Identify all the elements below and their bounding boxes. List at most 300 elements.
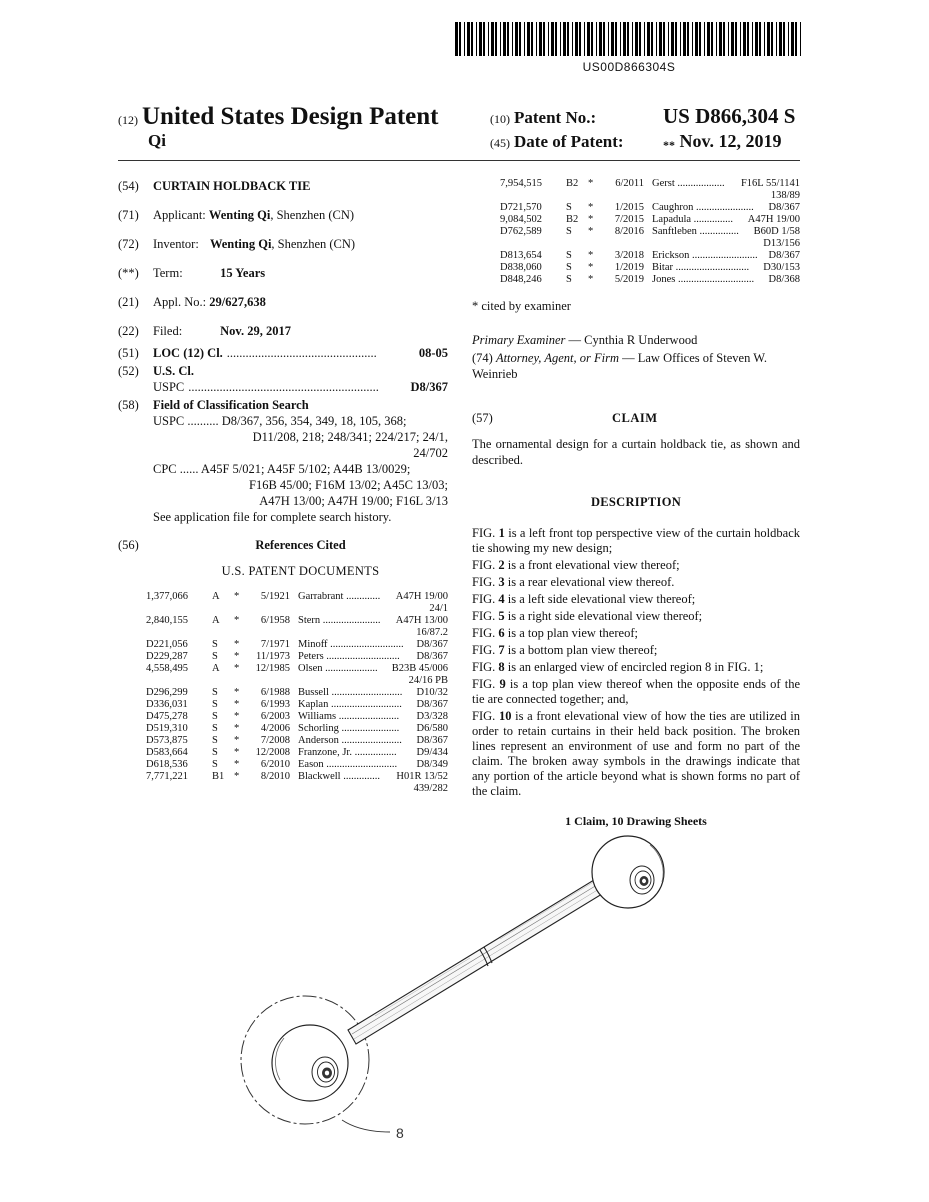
- reference-kind: S: [212, 759, 218, 770]
- description-part: 8: [498, 660, 505, 674]
- reference-row: [146, 747, 448, 759]
- reference-kind: S: [212, 639, 218, 650]
- left-column: [118, 178, 448, 795]
- reference-row: [146, 759, 448, 771]
- barcode-bar: [704, 22, 705, 56]
- right-ball: [592, 836, 664, 908]
- barcode: [455, 22, 803, 56]
- reference-name: Sanftleben ...............: [652, 226, 739, 237]
- reference-star: *: [588, 274, 594, 285]
- reference-class: D10/32: [416, 687, 448, 698]
- reference-kind: S: [566, 202, 572, 213]
- description-item: [472, 626, 800, 641]
- reference-class-cont: 24/1: [429, 603, 448, 614]
- leader-line: [342, 1120, 390, 1132]
- reference-date: 6/1993: [260, 699, 290, 710]
- appl-value: 29/627,638: [209, 295, 266, 309]
- description-item: [472, 660, 800, 675]
- description-part: FIG.: [472, 575, 499, 589]
- barcode-bar: [699, 22, 701, 56]
- date-value: Nov. 12, 2019: [679, 131, 782, 151]
- barcode-bar: [740, 22, 741, 56]
- description-part: is a right side elevational view thereof;: [504, 609, 703, 623]
- reference-num: D583,664: [146, 747, 188, 758]
- applicant-location: , Shenzhen (CN): [270, 208, 355, 222]
- code-term: (**): [118, 266, 139, 280]
- references-cited-label: References Cited: [255, 538, 346, 552]
- description-part: is a bottom plan view thereof;: [504, 643, 658, 657]
- reference-num: 4,558,495: [146, 663, 188, 674]
- barcode-bar: [656, 22, 657, 56]
- barcode-bar: [788, 22, 789, 56]
- reference-date: 5/1921: [260, 591, 290, 602]
- reference-row: [146, 687, 448, 699]
- reference-date: 7/1971: [260, 639, 290, 650]
- barcode-bar: [627, 22, 629, 56]
- reference-class: D8/349: [416, 759, 448, 770]
- barcode-bar: [716, 22, 717, 56]
- reference-name: Bussell ...........................: [298, 687, 403, 698]
- barcode-bar: [527, 22, 530, 56]
- description-part: 6: [498, 626, 505, 640]
- reference-kind: A: [212, 591, 220, 602]
- code-74: (74): [472, 351, 493, 365]
- barcode-bar: [635, 22, 638, 56]
- reference-num: 7,954,515: [500, 178, 542, 189]
- reference-star: *: [234, 663, 240, 674]
- barcode-bar: [719, 22, 722, 56]
- claims-sheets: 1 Claim, 10 Drawing Sheets: [565, 814, 707, 828]
- code-58: (58): [118, 398, 139, 412]
- barcode-bar: [483, 22, 485, 56]
- date-line: [490, 132, 624, 152]
- description-part: is a top plan view thereof when the opposite ends of the tie are connected together; and,: [472, 677, 800, 706]
- barcode-bar: [488, 22, 489, 56]
- description-part: 3: [498, 575, 505, 589]
- reference-star: *: [234, 687, 240, 698]
- reference-class: D8/368: [768, 274, 800, 285]
- barcode-bar: [767, 22, 770, 56]
- reference-num: D221,056: [146, 639, 188, 650]
- examiner-label: Primary Examiner: [472, 333, 566, 347]
- reference-num: D229,287: [146, 651, 188, 662]
- reference-star: *: [234, 759, 240, 770]
- claim-text: The ornamental design for a curtain holdback tie, as shown and described.: [472, 437, 800, 467]
- reference-kind: S: [212, 651, 218, 662]
- description-part: FIG.: [472, 626, 499, 640]
- barcode-bar: [671, 22, 674, 56]
- barcode-bar: [683, 22, 686, 56]
- reference-kind: A: [212, 615, 220, 626]
- loc-row: [118, 345, 448, 361]
- barcode-bar: [623, 22, 626, 56]
- barcode-bar: [695, 22, 698, 56]
- header-rule: [118, 160, 800, 161]
- reference-num: D813,654: [500, 250, 542, 261]
- barcode-number: US00D866304S: [582, 60, 676, 74]
- barcode-bar: [731, 22, 734, 56]
- description-list: [472, 526, 800, 799]
- reference-num: 9,084,502: [500, 214, 542, 225]
- barcode-bar: [663, 22, 665, 56]
- barcode-bar: [728, 22, 729, 56]
- reference-date: 8/2010: [260, 771, 290, 782]
- reference-kind: S: [212, 747, 218, 758]
- filed: [153, 323, 448, 339]
- title-row: [118, 178, 448, 194]
- description-part: 9: [499, 677, 506, 691]
- code-12: (12): [118, 113, 138, 127]
- barcode-bar: [584, 22, 585, 56]
- term-label: Term:: [153, 266, 183, 280]
- reference-class: H01R 13/52: [396, 771, 448, 782]
- title: CURTAIN HOLDBACK TIE: [153, 179, 311, 193]
- field-label: Field of Classification Search: [153, 398, 309, 412]
- barcode-bar: [659, 22, 662, 56]
- field-uspc-3: 24/702: [413, 446, 448, 460]
- reference-star: *: [588, 226, 594, 237]
- reference-num: 7,771,221: [146, 771, 188, 782]
- uscl-row: [118, 363, 448, 395]
- loc-value: 08-05: [418, 346, 448, 360]
- reference-star: *: [234, 699, 240, 710]
- reference-row: [146, 639, 448, 651]
- barcode-bar: [680, 22, 681, 56]
- reference-num: D519,310: [146, 723, 188, 734]
- description-part: FIG.: [472, 660, 499, 674]
- reference-star: *: [588, 250, 594, 261]
- filed-row: [118, 323, 448, 339]
- reference-row: [500, 262, 800, 274]
- description-item: [472, 709, 800, 799]
- reference-name: Peters ............................: [298, 651, 400, 662]
- primary-examiner: [472, 332, 800, 348]
- appl: [153, 294, 448, 310]
- uscl-dots: .............................................................: [188, 380, 379, 394]
- barcode-bar: [464, 22, 465, 56]
- reference-date: 1/2019: [614, 262, 644, 273]
- uscl-usp: USPC: [153, 380, 185, 394]
- barcode-bar: [476, 22, 477, 56]
- code-22: (22): [118, 324, 139, 338]
- reference-star: *: [234, 771, 240, 782]
- field-uspc-1: USPC .......... D8/367, 356, 354, 349, 18, 105, 368;: [153, 414, 407, 428]
- reference-class-cont: 24/16 PB: [408, 675, 448, 686]
- barcode-bar: [591, 22, 593, 56]
- filed-label: Filed:: [153, 324, 183, 338]
- barcode-bar: [795, 22, 797, 56]
- barcode-bar: [555, 22, 557, 56]
- reference-name: Williams .......................: [298, 711, 400, 722]
- barcode-bar: [755, 22, 758, 56]
- inventor-name: Wenting Qi: [209, 237, 272, 251]
- reference-class-cont: D13/156: [763, 238, 800, 249]
- reference-class: D30/153: [763, 262, 800, 273]
- reference-row: [146, 651, 448, 663]
- barcode-bar: [599, 22, 602, 56]
- inventor-row: [118, 236, 448, 252]
- patent-number: US D866,304 S: [663, 104, 796, 128]
- description-part: FIG.: [472, 643, 499, 657]
- reference-star: *: [588, 178, 594, 189]
- reference-date: 6/2010: [260, 759, 290, 770]
- barcode-bar: [467, 22, 470, 56]
- reference-date: 6/1988: [260, 687, 290, 698]
- reference-row: [146, 771, 448, 795]
- inventor-location: , Shenzhen (CN): [271, 237, 356, 251]
- reference-row: [500, 214, 800, 226]
- reference-num: D848,246: [500, 274, 542, 285]
- description-part: is a left front top perspective view of the curtain holdback tie showing my new design;: [472, 526, 800, 555]
- reference-name: Minoff ............................: [298, 639, 404, 650]
- description-item: [472, 677, 800, 707]
- reference-class: B60D 1/58: [753, 226, 800, 237]
- barcode-bar: [507, 22, 509, 56]
- reference-date: 7/2015: [614, 214, 644, 225]
- barcode-bar: [707, 22, 710, 56]
- patent-date: [663, 131, 782, 153]
- reference-num: D336,031: [146, 699, 188, 710]
- reference-date: 6/2011: [615, 178, 644, 189]
- reference-kind: S: [212, 699, 218, 710]
- reference-name: Garrabrant .............: [298, 591, 381, 602]
- doc-type: United States Design Patent: [142, 103, 439, 130]
- reference-kind: S: [566, 226, 572, 237]
- barcode-bar: [783, 22, 785, 56]
- reference-class: B23B 45/006: [391, 663, 448, 674]
- reference-star: *: [234, 639, 240, 650]
- reference-class: A47H 13/00: [395, 615, 448, 626]
- reference-class: D8/367: [416, 651, 448, 662]
- description-part: 2: [498, 558, 505, 572]
- barcode-bar: [743, 22, 746, 56]
- reference-name: Schorling ......................: [298, 723, 400, 734]
- reference-star: *: [234, 615, 240, 626]
- reference-num: D296,299: [146, 687, 188, 698]
- attorney-label: Attorney, Agent, or Firm: [495, 351, 619, 365]
- barcode-bar: [692, 22, 693, 56]
- reference-row: [500, 226, 800, 250]
- reference-kind: B1: [212, 771, 225, 782]
- reference-star: *: [588, 214, 594, 225]
- description-part: 4: [498, 592, 505, 606]
- reference-num: D762,589: [500, 226, 542, 237]
- description-item: [472, 575, 800, 590]
- reference-num: D721,570: [500, 202, 542, 213]
- barcode-bar: [512, 22, 513, 56]
- reference-name: Lapadula ...............: [652, 214, 734, 225]
- reference-name: Stern ......................: [298, 615, 381, 626]
- reference-date: 1/2015: [614, 202, 644, 213]
- barcode-bar: [711, 22, 713, 56]
- reference-num: D475,278: [146, 711, 188, 722]
- barcode-bar: [687, 22, 689, 56]
- barcode-bar: [800, 22, 801, 56]
- description-part: FIG.: [472, 609, 499, 623]
- barcode-bar: [723, 22, 725, 56]
- reference-name: Bitar ............................: [652, 262, 750, 273]
- date-stars: **: [663, 138, 675, 152]
- barcode-bar: [620, 22, 621, 56]
- uscl-value: D8/367: [410, 380, 448, 394]
- left-references-list: [146, 591, 448, 795]
- code-72: (72): [118, 237, 139, 251]
- uscl: [153, 363, 448, 395]
- uscl-label: U.S. Cl.: [153, 364, 194, 378]
- attorney: [472, 350, 800, 382]
- reference-date: 8/2016: [614, 226, 644, 237]
- left-ball: [272, 1025, 348, 1101]
- appl-label: Appl. No.:: [153, 295, 207, 309]
- description-part: is a front elevational view thereof;: [504, 558, 680, 572]
- reference-row: [146, 591, 448, 615]
- description-part: is an enlarged view of encircled region 8 in FIG. 1;: [504, 660, 764, 674]
- description-part: 7: [498, 643, 505, 657]
- reference-class: D6/580: [416, 723, 448, 734]
- reference-row: [146, 663, 448, 687]
- reference-date: 4/2006: [260, 723, 290, 734]
- barcode-bar: [644, 22, 645, 56]
- reference-name: Caughron ......................: [652, 202, 754, 213]
- reference-star: *: [234, 591, 240, 602]
- barcode-bar: [519, 22, 521, 56]
- date-label: Date of Patent:: [514, 132, 624, 151]
- inventor-label: Inventor:: [153, 237, 199, 251]
- reference-class-cont: 16/87.2: [416, 627, 448, 638]
- reference-star: *: [234, 651, 240, 662]
- barcode-bar: [639, 22, 641, 56]
- reference-num: 2,840,155: [146, 615, 188, 626]
- barcode-bar: [471, 22, 473, 56]
- applicant-row: [118, 207, 448, 223]
- applicant-name: Wenting Qi: [208, 208, 271, 222]
- code-52: (52): [118, 364, 139, 378]
- term-row: [118, 265, 448, 281]
- reference-star: *: [588, 202, 594, 213]
- barcode-bar: [495, 22, 497, 56]
- barcode-bar: [587, 22, 590, 56]
- barcode-bar: [791, 22, 794, 56]
- reference-class-cont: 439/282: [413, 783, 448, 794]
- code-51: (51): [118, 346, 139, 360]
- drawing-label-8: 8: [396, 1125, 404, 1141]
- barcode-bar: [651, 22, 653, 56]
- barcode-bar: [608, 22, 609, 56]
- field-see: See application file for complete search history.: [153, 510, 392, 524]
- barcode-bar: [647, 22, 650, 56]
- barcode-bar: [459, 22, 461, 56]
- barcode-bar: [735, 22, 737, 56]
- reference-date: 12/2008: [255, 747, 290, 758]
- reference-name: Erickson .........................: [652, 250, 758, 261]
- barcode-bar: [543, 22, 545, 56]
- barcode-bar: [779, 22, 782, 56]
- reference-num: D618,536: [146, 759, 188, 770]
- field-cpc-2: F16B 45/00; F16M 13/02; A45C 13/03;: [249, 478, 448, 492]
- reference-row: [500, 178, 800, 202]
- reference-kind: S: [212, 723, 218, 734]
- reference-star: *: [588, 262, 594, 273]
- inventor: [153, 236, 448, 252]
- reference-date: 7/2008: [260, 735, 290, 746]
- reference-star: *: [234, 747, 240, 758]
- reference-name: Franzone, Jr. ................: [298, 747, 397, 758]
- reference-class: D8/367: [768, 202, 800, 213]
- reference-kind: S: [566, 262, 572, 273]
- filed-value: Nov. 29, 2017: [220, 324, 291, 338]
- reference-class: D9/434: [416, 747, 448, 758]
- reference-kind: B2: [566, 214, 579, 225]
- description-part: FIG.: [472, 558, 499, 572]
- barcode-bar: [572, 22, 573, 56]
- code-54: (54): [118, 179, 139, 193]
- term: [153, 265, 448, 281]
- reference-row: [500, 250, 800, 262]
- reference-kind: S: [566, 274, 572, 285]
- reference-date: 11/1973: [255, 651, 290, 662]
- barcode-bar: [771, 22, 773, 56]
- barcode-bar: [551, 22, 554, 56]
- reference-kind: S: [212, 687, 218, 698]
- barcode-bar: [531, 22, 533, 56]
- description-part: 10: [498, 709, 512, 723]
- header-doc-type: [118, 103, 439, 131]
- code-56: (56): [118, 538, 139, 552]
- barcode-bar: [455, 22, 458, 56]
- barcode-bar: [479, 22, 482, 56]
- barcode-bar: [764, 22, 765, 56]
- barcode-bar: [563, 22, 566, 56]
- right-column: [472, 178, 800, 829]
- reference-kind: S: [212, 735, 218, 746]
- reference-row: [146, 699, 448, 711]
- field-uspc-2: D11/208, 218; 248/341; 224/217; 24/1,: [252, 430, 448, 444]
- code-71: (71): [118, 208, 139, 222]
- code-57: (57): [472, 411, 493, 425]
- loc: [153, 345, 448, 361]
- loc-label: LOC (12) Cl.: [153, 346, 223, 360]
- code-10: (10): [490, 112, 510, 126]
- us-patent-documents-label: U.S. PATENT DOCUMENTS: [221, 564, 380, 578]
- barcode-bar: [560, 22, 561, 56]
- reference-name: Eason ...........................: [298, 759, 398, 770]
- barcode-bar: [515, 22, 518, 56]
- applicant-label: Applicant:: [153, 208, 206, 222]
- description-heading: DESCRIPTION: [590, 495, 682, 509]
- description-part: FIG.: [472, 709, 499, 723]
- reference-date: 5/2019: [614, 274, 644, 285]
- reference-kind: B2: [566, 178, 579, 189]
- description-item: [472, 526, 800, 556]
- barcode-bar: [539, 22, 542, 56]
- cited-by-examiner: * cited by examiner: [472, 299, 571, 313]
- description-item: [472, 609, 800, 624]
- barcode-bar: [503, 22, 506, 56]
- loc-dots: ................................................: [226, 346, 377, 360]
- description-part: FIG.: [472, 677, 500, 691]
- patent-number-line: [490, 108, 596, 128]
- field-search: [153, 397, 448, 525]
- description-part: FIG.: [472, 592, 499, 606]
- refs-head-row: [118, 537, 448, 563]
- reference-date: 6/1958: [260, 615, 290, 626]
- barcode-bar: [567, 22, 569, 56]
- curtain-holdback-tie-drawing: [230, 820, 730, 1190]
- appl-row: [118, 294, 448, 310]
- reference-date: 12/1985: [255, 663, 290, 674]
- field-cpc-1: CPC ...... A45F 5/021; A45F 5/102; A44B 13/0029;: [153, 462, 411, 476]
- patent-no-label: Patent No.:: [514, 108, 597, 127]
